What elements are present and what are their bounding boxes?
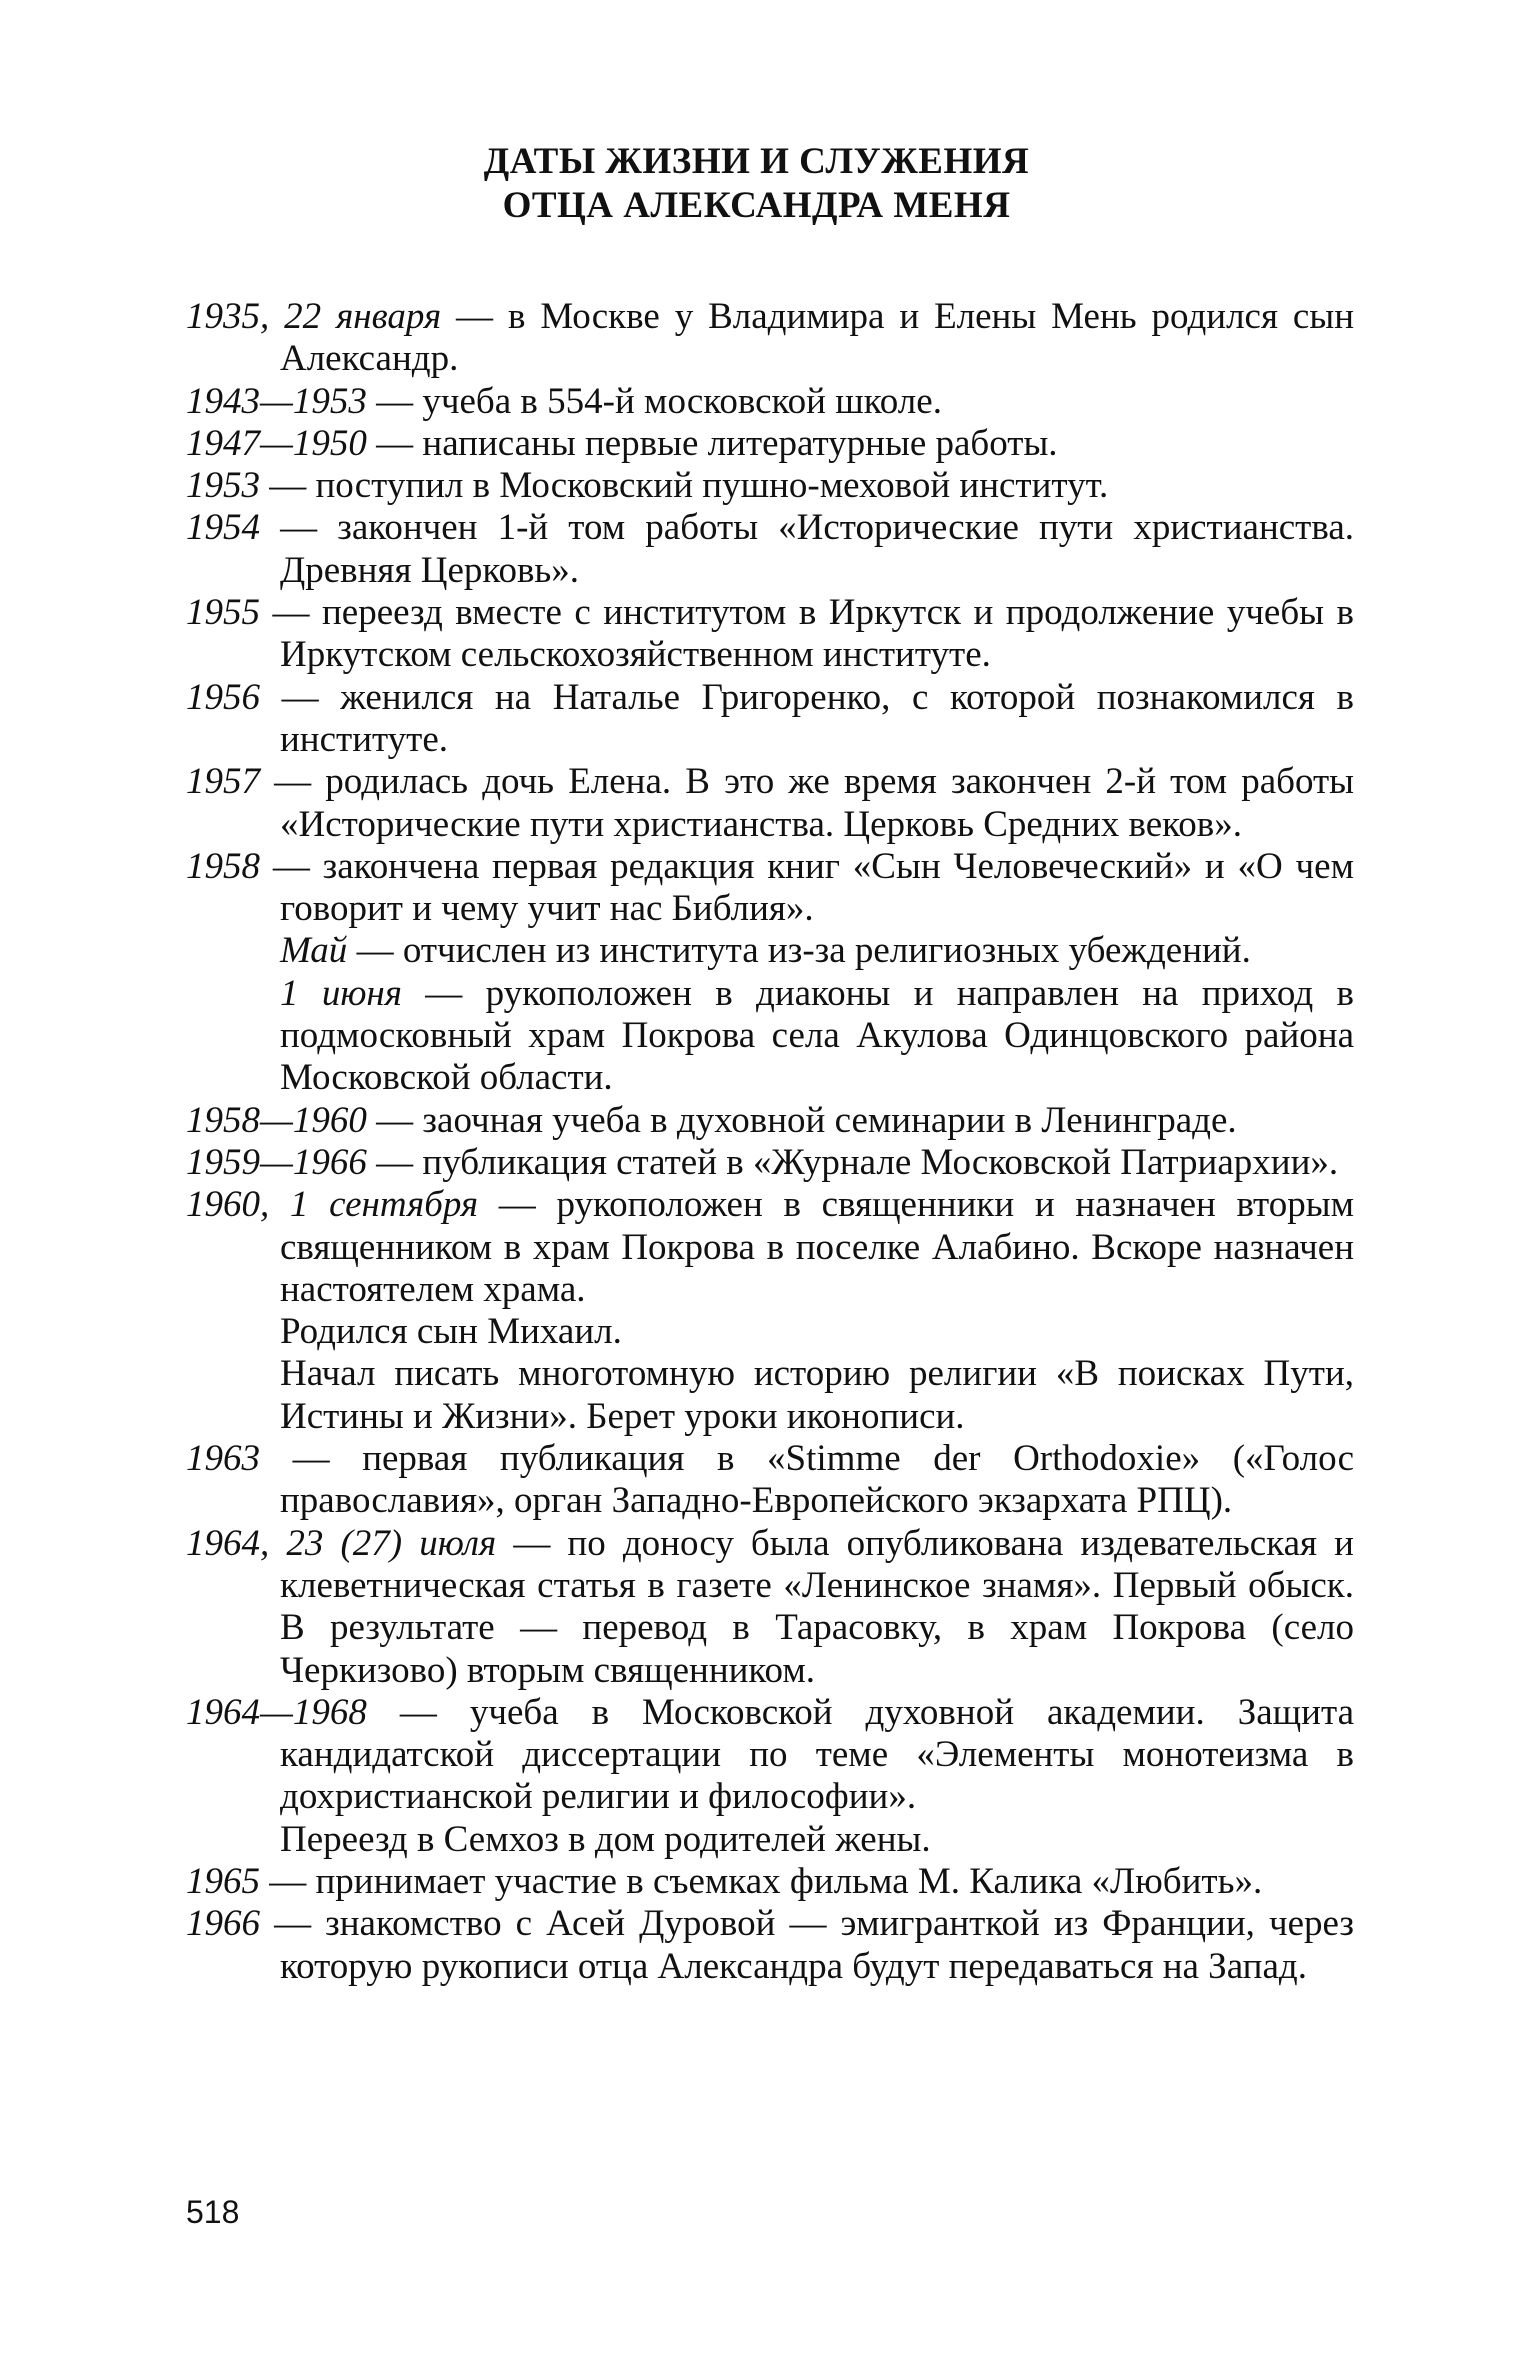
sub-entry-text: — рукоположен в диаконы и направлен на приход в подмосковный храм Покрова села Акулова Одинцовского района Московской области. — [280, 972, 1354, 1099]
chronology-list — [186, 296, 1354, 1988]
chronology-entry — [186, 846, 1354, 931]
entry-date: 1960, 1 сентября — [186, 1184, 479, 1226]
entry-date: 1947—1950 — [186, 422, 367, 464]
entry-text: — первая публикация в «Stimme der Orthodoxie» («Голос православия», орган Западно-Европейского экзархата РПЦ). — [260, 1438, 1354, 1522]
entry-text: — написаны первые литературные работы. — [366, 422, 1058, 464]
sub-entry-text: Переезд в Семхоз в дом родителей жены. — [280, 1818, 931, 1860]
chronology-entry — [186, 1438, 1354, 1523]
chronology-entry — [186, 592, 1354, 677]
entry-text: — рукоположен в священники и назначен вторым священником в храм Покрова в поселке Алабино. Вскоре назначен настоятелем храма. — [280, 1184, 1355, 1310]
sub-entry-text: — отчислен из института из-за религиозных убеждений. — [347, 930, 1251, 972]
entry-text: — поступил в Московский пушно-меховой институт. — [260, 465, 1109, 507]
chronology-entry — [186, 677, 1354, 762]
page-title — [0, 140, 1513, 228]
entry-date: 1959—1966 — [186, 1141, 367, 1183]
entry-text: — учеба в 554-й московской школе. — [366, 380, 942, 422]
chronology-entry — [186, 1100, 1354, 1142]
chronology-sub-entry — [186, 1353, 1354, 1438]
entry-text: — родилась дочь Елена. В это же время закончен 2-й том работы «Исторические пути христианства. Церковь Средних веков». — [260, 761, 1354, 845]
chronology-entry — [186, 423, 1354, 465]
page-number: 518 — [186, 2194, 240, 2230]
entry-date: 1956 — [186, 676, 260, 718]
entry-date: 1964, 23 (27) июля — [186, 1522, 497, 1564]
chronology-entry — [186, 1142, 1354, 1184]
page-title-line-2: ОТЦА АЛЕКСАНДРА МЕНЯ — [502, 185, 1011, 226]
entry-date: 1957 — [186, 761, 260, 803]
sub-entry-date: Май — [280, 930, 348, 972]
entry-date: 1958 — [186, 845, 260, 887]
entry-text: — учеба в Московской духовной академии. Защита кандидатской диссертации по теме «Элементы монотеизма в дохристианской религии и философии». — [280, 1691, 1354, 1818]
entry-text: — заочная учеба в духовной семинарии в Ленинграде. — [366, 1099, 1237, 1141]
chronology-entry — [186, 761, 1354, 846]
chronology-entry — [186, 1523, 1354, 1692]
entry-date: 1965 — [186, 1860, 260, 1902]
chronology-sub-entry — [186, 973, 1354, 1100]
entry-text: — публикация статей в «Журнале Московской Патриархии». — [366, 1141, 1339, 1183]
chronology-entry — [186, 1184, 1354, 1311]
entry-date: 1963 — [186, 1438, 260, 1480]
entry-text: — закончен 1-й том работы «Исторические пути христианства. Древняя Церковь». — [260, 507, 1354, 591]
entry-text: — по доносу была опубликована издевательская и клеветническая статья в газете «Ленинское знамя». Первый обыск. В результате — перевод в Тарасовку, в храм Покрова (село Черкизово) вторым священником. — [280, 1522, 1354, 1691]
chronology-entry — [186, 296, 1354, 381]
entry-text: — в Москве у Владимира и Елены Мень родился сын Александр. — [280, 296, 1354, 380]
chronology-entry — [186, 507, 1354, 592]
entry-text: — переезд вместе с институтом в Иркутск и продолжение учебы в Иркутском сельскохозяйственном институте. — [260, 592, 1354, 676]
entry-date: 1954 — [186, 507, 260, 549]
entry-text: — принимает участие в съемках фильма М. Калика «Любить». — [260, 1860, 1263, 1902]
sub-entry-text: Начал писать многотомную историю религии «В поисках Пути, Истины и Жизни». Берет уроки иконописи. — [280, 1353, 1354, 1437]
entry-date: 1964—1968 — [186, 1691, 367, 1733]
chronology-entry — [186, 1903, 1354, 1988]
chronology-sub-entry — [186, 1819, 1354, 1861]
entry-text: — знакомство с Асей Дуровой — эмигранткой из Франции, через которую рукописи отца Александра будут передаваться на Запад. — [260, 1903, 1354, 1987]
chronology-entry — [186, 1692, 1354, 1819]
sub-entry-date: 1 июня — [280, 972, 402, 1014]
entry-date: 1955 — [186, 592, 260, 634]
entry-date: 1966 — [186, 1903, 260, 1945]
entry-date: 1953 — [186, 465, 260, 507]
entry-text: — закончена первая редакция книг «Сын Человеческий» и «О чем говорит и чему учит нас Библия». — [260, 845, 1354, 930]
entry-date: 1935, 22 января — [186, 296, 442, 337]
page-title-line-1: ДАТЫ ЖИЗНИ И СЛУЖЕНИЯ — [483, 141, 1030, 182]
entry-date: 1958—1960 — [186, 1099, 367, 1141]
chronology-sub-entry — [186, 930, 1354, 972]
chronology-entry — [186, 381, 1354, 423]
chronology-sub-entry — [186, 1311, 1354, 1353]
chronology-entry — [186, 465, 1354, 507]
chronology-entry — [186, 1861, 1354, 1903]
entry-text: — женился на Наталье Григоренко, с которой познакомился в институте. — [260, 676, 1354, 760]
entry-date: 1943—1953 — [186, 380, 367, 422]
sub-entry-text: Родился сын Михаил. — [280, 1311, 622, 1353]
